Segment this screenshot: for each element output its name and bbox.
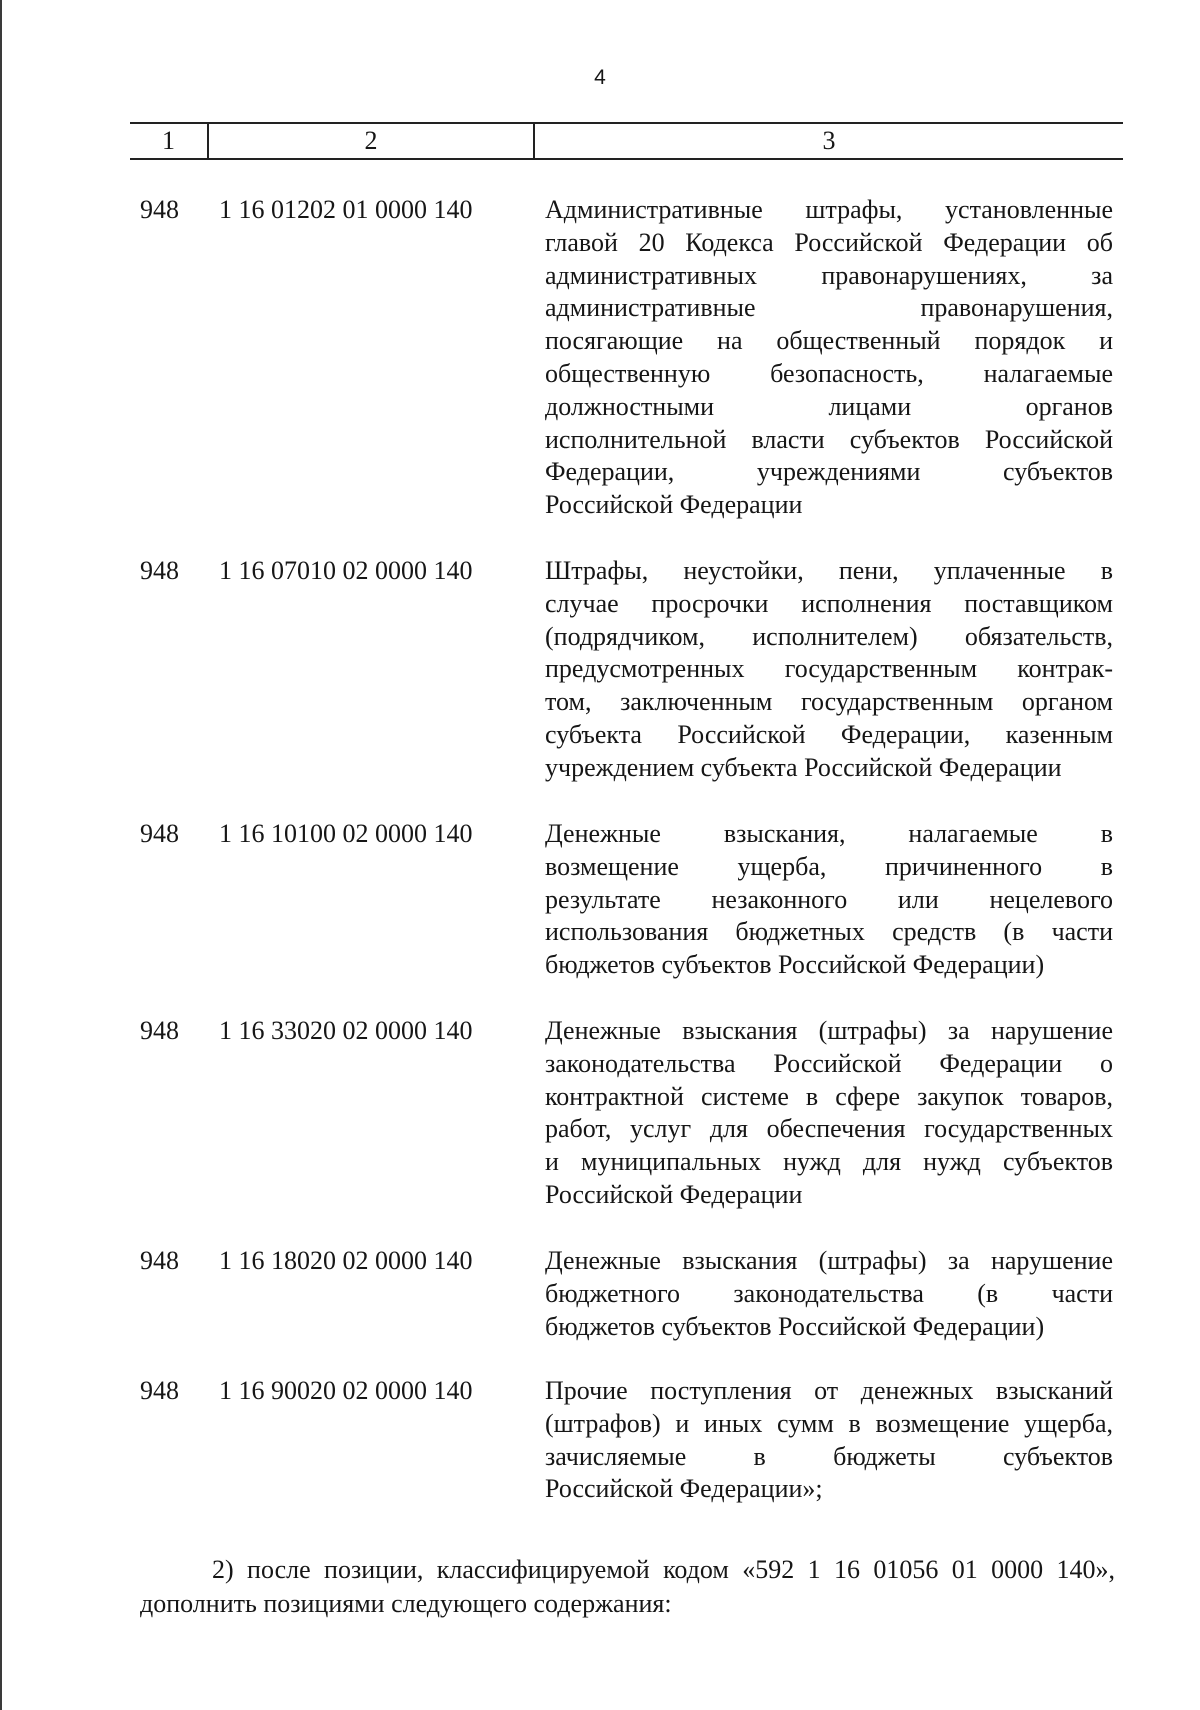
description-line: работ, услуг для обеспечения государственных (545, 1114, 1113, 1144)
description-line: Российской Федерации (545, 1179, 803, 1209)
row-code: 948 (140, 1246, 179, 1275)
description-line: Прочие поступления от денежных взысканий (545, 1376, 1113, 1405)
description-line: исполнительной власти субъектов Российской (545, 424, 1113, 454)
row-description (545, 818, 1113, 982)
description-line: административных правонарушениях, за (545, 260, 1113, 290)
description-line: учреждением субъекта Российской Федерации (545, 752, 1062, 782)
header-cell-3: 3 (533, 124, 1123, 158)
page-number: 4 (594, 66, 606, 89)
description-line: том, заключенным государственным органом (545, 687, 1113, 717)
row-description (545, 1375, 1113, 1506)
description-line: Федерации, учреждениями субъектов (545, 457, 1113, 487)
description-line: законодательства Российской Федерации о (545, 1048, 1113, 1078)
table-header (130, 122, 1123, 160)
description-line: Денежные взыскания (штрафы) за нарушение (545, 1016, 1113, 1045)
description-line: административные правонарушения, (545, 293, 1113, 323)
description-line: общественную безопасность, налагаемые (545, 358, 1113, 388)
row-code: 948 (140, 1016, 179, 1045)
description-line: главой 20 Кодекса Российской Федерации об (545, 227, 1113, 257)
description-line: Штрафы, неустойки, пени, уплаченные в (545, 556, 1113, 585)
paragraph-line: 2) после позиции, классифицируемой кодом «592 1 16 01056 01 0000 140», (212, 1555, 1115, 1584)
description-line: (штрафов) и иных сумм в возмещение ущерба, (545, 1408, 1113, 1438)
description-line: предусмотренных государственным контрак- (545, 654, 1113, 684)
paragraph-line: дополнить позициями следующего содержания: (140, 1589, 672, 1618)
row-kbk: 1 16 18020 02 0000 140 (219, 1246, 473, 1275)
description-line: Российской Федерации»; (545, 1474, 823, 1504)
description-line: (подрядчиком, исполнителем) обязательств, (545, 621, 1113, 651)
description-line: результате незаконного или нецелевого (545, 884, 1113, 914)
description-line: и муниципальных нужд для нужд субъектов (545, 1147, 1113, 1177)
description-line: посягающие на общественный порядок и (545, 326, 1113, 356)
header-cell-1: 1 (162, 126, 175, 155)
description-line: возмещение ущерба, причиненного в (545, 851, 1113, 881)
description-line: Денежные взыскания, налагаемые в (545, 819, 1113, 848)
description-line: Административные штрафы, установленные (545, 195, 1113, 224)
row-description (545, 1245, 1113, 1343)
row-description (545, 1015, 1113, 1212)
row-kbk: 1 16 01202 01 0000 140 (219, 195, 473, 224)
description-line: Российской Федерации (545, 490, 803, 520)
description-line: бюджетов субъектов Российской Федерации) (545, 950, 1045, 980)
row-code: 948 (140, 195, 179, 224)
row-description (545, 194, 1113, 522)
description-line: бюджетов субъектов Российской Федерации) (545, 1311, 1045, 1341)
amendment-paragraph (140, 1553, 1115, 1621)
row-description (545, 555, 1113, 785)
row-kbk: 1 16 10100 02 0000 140 (219, 819, 473, 848)
description-line: случае просрочки исполнения поставщиком (545, 588, 1113, 618)
description-line: должностными лицами органов (545, 391, 1113, 421)
row-code: 948 (140, 819, 179, 848)
row-code: 948 (140, 1376, 179, 1405)
description-line: субъекта Российской Федерации, казенным (545, 719, 1113, 749)
page-edge (0, 0, 2, 1710)
header-cell-2: 2 (207, 124, 533, 158)
description-line: бюджетного законодательства (в части (545, 1278, 1113, 1308)
row-code: 948 (140, 556, 179, 585)
description-line: зачисляемые в бюджеты субъектов (545, 1441, 1113, 1471)
row-kbk: 1 16 90020 02 0000 140 (219, 1376, 473, 1405)
row-kbk: 1 16 33020 02 0000 140 (219, 1016, 473, 1045)
description-line: использования бюджетных средств (в части (545, 917, 1113, 947)
description-line: контрактной системе в сфере закупок товаров, (545, 1081, 1113, 1111)
description-line: Денежные взыскания (штрафы) за нарушение (545, 1246, 1113, 1275)
row-kbk: 1 16 07010 02 0000 140 (219, 556, 473, 585)
